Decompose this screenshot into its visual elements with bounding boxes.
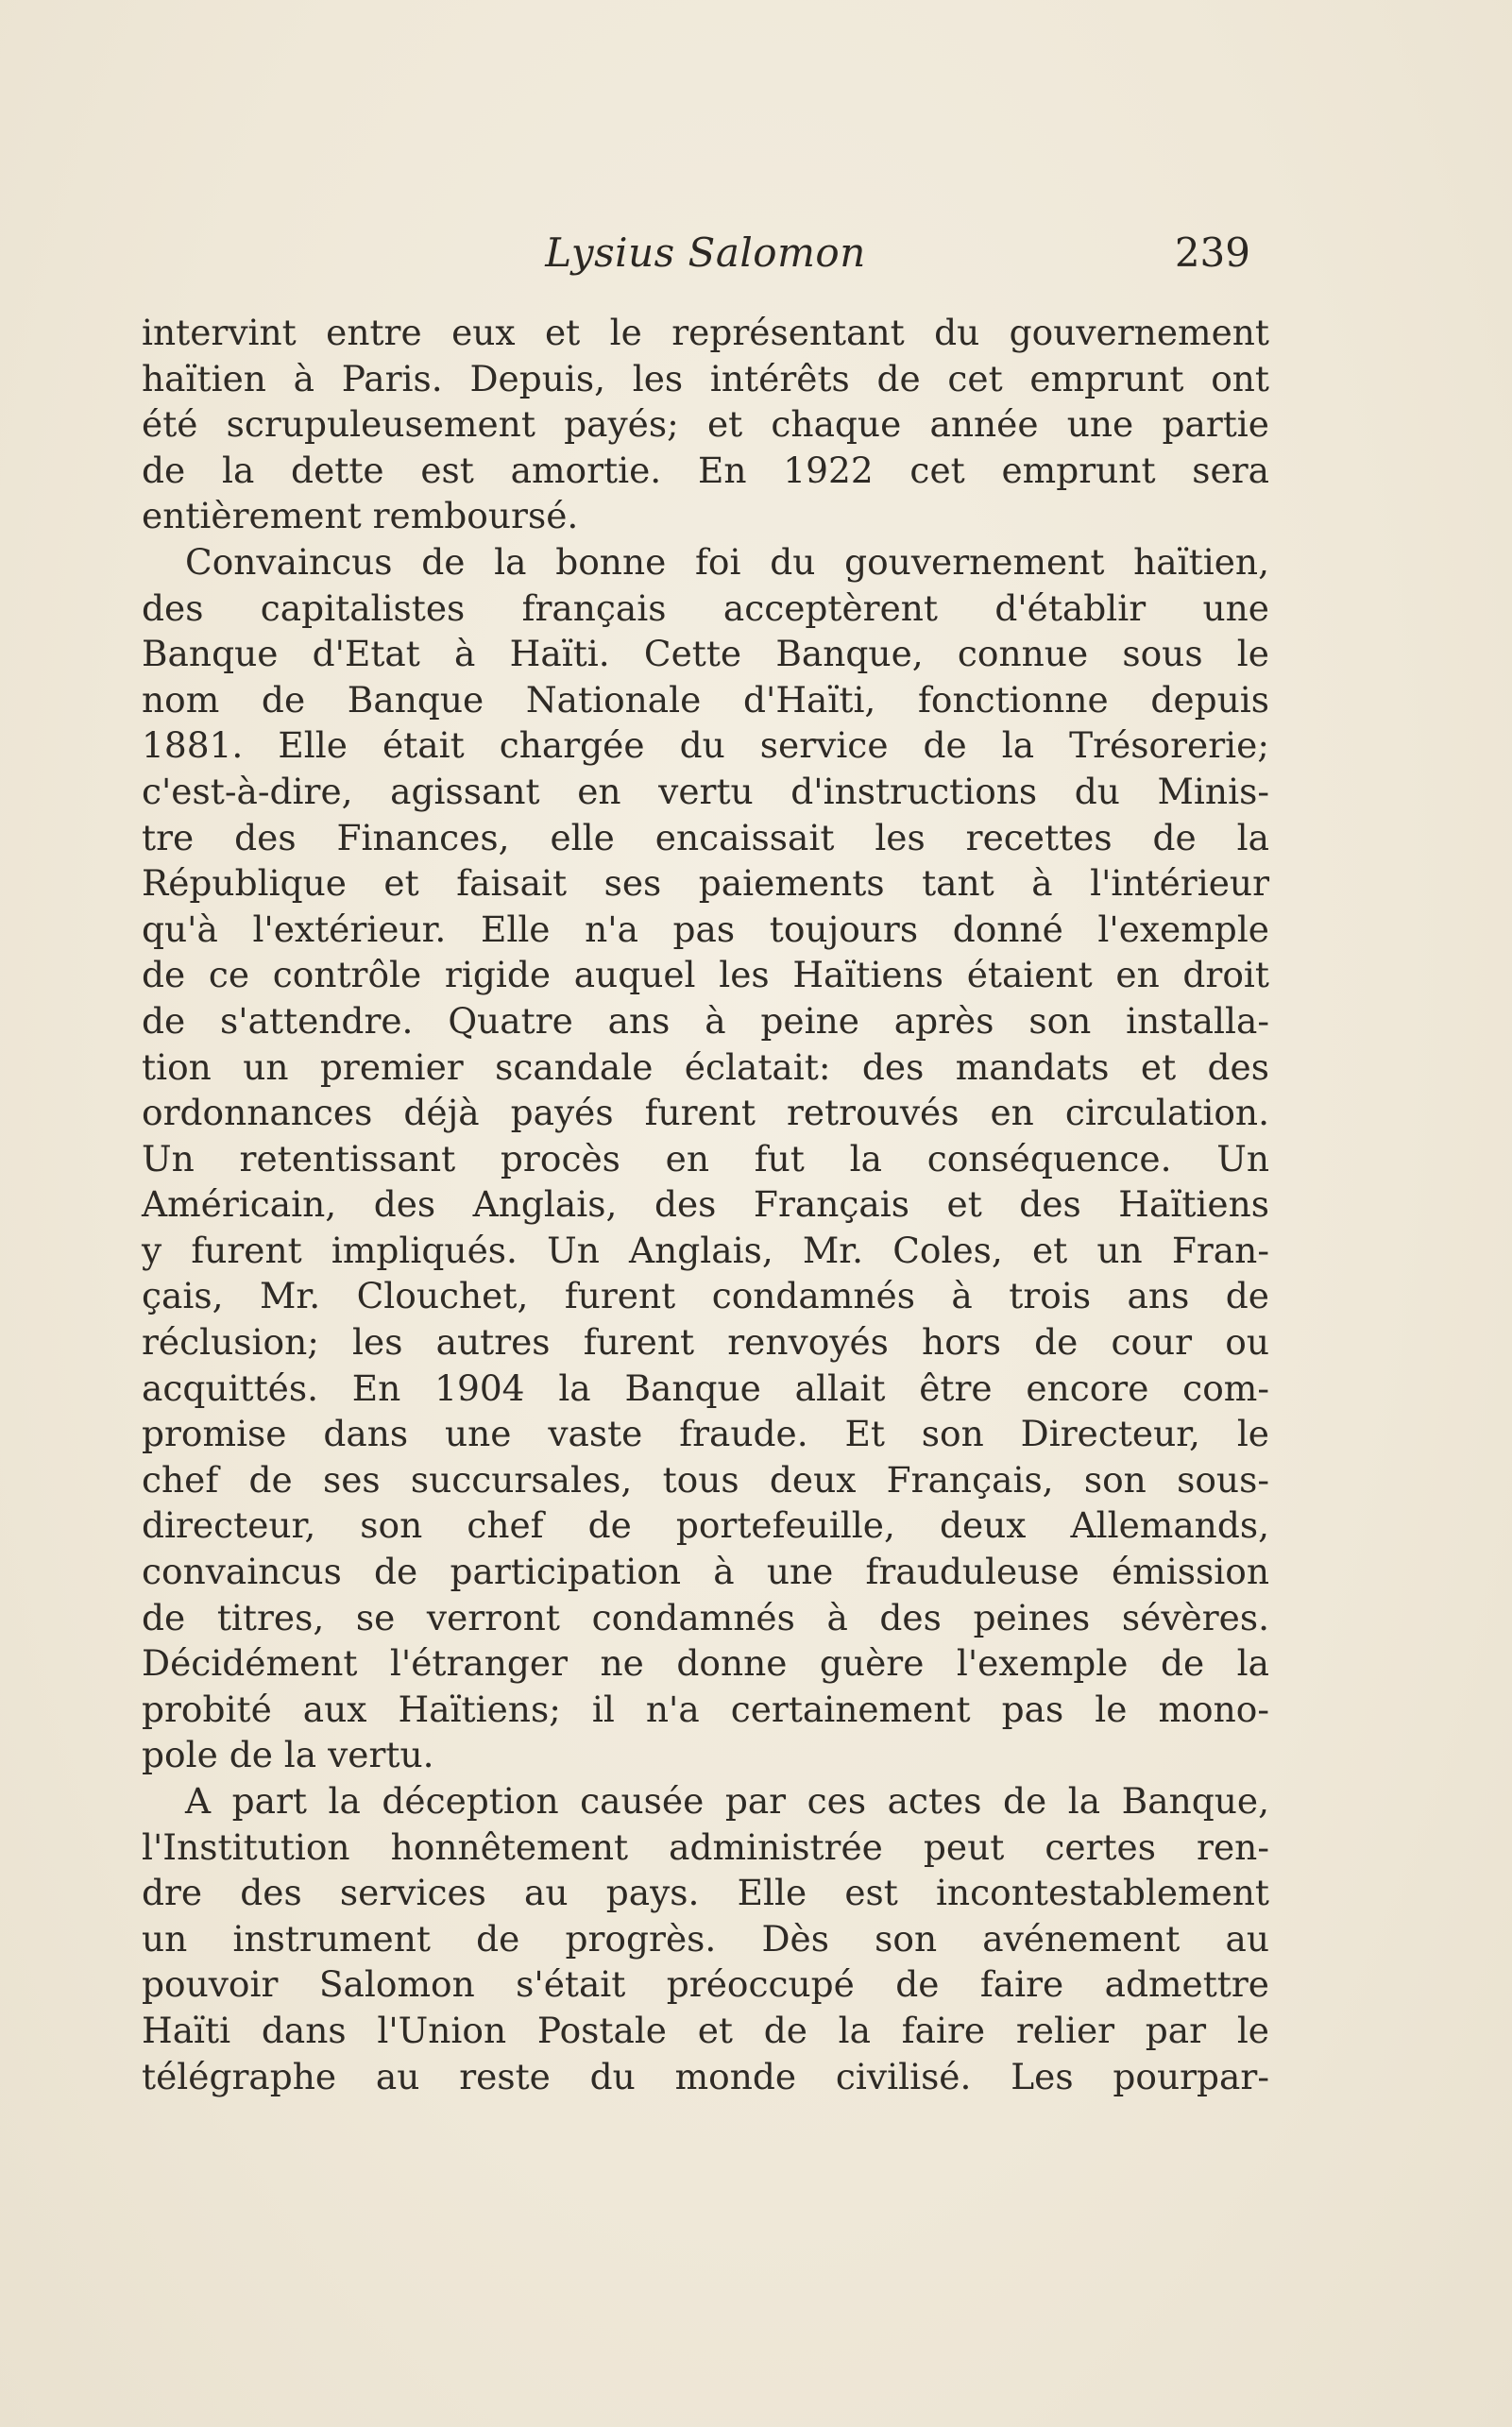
- running-title: Lysius Salomon: [545, 229, 866, 276]
- text-line: c'est-à-dire, agissant en vertu d'instructions du Minis-: [142, 770, 1269, 812]
- text-line: de la dette est amortie. En 1922 cet emprunt sera: [142, 449, 1269, 491]
- text-line: A part la déception causée par ces actes de la Banque,: [185, 1780, 1269, 1822]
- text-line: qu'à l'extérieur. Elle n'a pas toujours donné l'exemple: [142, 908, 1269, 950]
- text-line: intervint entre eux et le représentant du gouvernement: [142, 312, 1269, 353]
- text-line: de s'attendre. Quatre ans à peine après son installa-: [142, 999, 1269, 1042]
- text-line: probité aux Haïtiens; il n'a certainement pas le mono-: [142, 1688, 1269, 1730]
- text-line: haïtien à Paris. Depuis, les intérêts de cet emprunt ont: [142, 357, 1269, 399]
- text-line: acquittés. En 1904 la Banque allait être encore com-: [142, 1366, 1269, 1409]
- text-line: de ce contrôle rigide auquel les Haïtiens étaient en droit: [142, 954, 1269, 996]
- text-line: dre des services au pays. Elle est incontestablement: [142, 1872, 1269, 1914]
- text-line: réclusion; les autres furent renvoyés hors de cour ou: [142, 1321, 1269, 1364]
- text-line: pouvoir Salomon s'était préoccupé de faire admettre: [142, 1963, 1269, 2006]
- text-line: chef de ses succursales, tous deux Français, son sous-: [142, 1458, 1269, 1501]
- text-line: Convaincus de la bonne foi du gouvernement haïtien,: [185, 540, 1269, 583]
- text-line: un instrument de progrès. Dès son avénement au: [142, 1917, 1269, 1960]
- text-line: Banque d'Etat à Haïti. Cette Banque, connue sous le: [142, 633, 1269, 675]
- text-line: tre des Finances, elle encaissait les recettes de la: [142, 816, 1269, 858]
- text-line: été scrupuleusement payés; et chaque année une partie: [142, 403, 1269, 446]
- text-line: Américain, des Anglais, des Français et des Haïtiens: [142, 1183, 1269, 1226]
- text-line: Décidément l'étranger ne donne guère l'exemple de la: [142, 1642, 1269, 1685]
- text-line: tion un premier scandale éclatait: des mandats et des: [142, 1045, 1269, 1088]
- text-line: promise dans une vaste fraude. Et son Directeur, le: [142, 1413, 1269, 1455]
- text-line: y furent impliqués. Un Anglais, Mr. Coles, et un Fran-: [142, 1229, 1269, 1271]
- text-line: République et faisait ses paiements tant à l'intérieur: [142, 862, 1269, 905]
- text-line: convaincus de participation à une frauduleuse émission: [142, 1551, 1269, 1593]
- text-line: Un retentissant procès en fut la conséquence. Un: [142, 1137, 1269, 1180]
- text-line: çais, Mr. Clouchet, furent condamnés à trois ans de: [142, 1275, 1269, 1317]
- paragraph-2: [142, 539, 1269, 1778]
- paragraph-3: [142, 1778, 1269, 2099]
- text-line: entièrement remboursé.: [142, 495, 579, 537]
- text-line: de titres, se verront condamnés à des peines sévères.: [142, 1596, 1269, 1638]
- text-line: nom de Banque Nationale d'Haïti, fonctionne depuis: [142, 678, 1269, 721]
- paragraph-1: [142, 310, 1269, 539]
- text-line: ordonnances déjà payés furent retrouvés en circulation.: [142, 1092, 1269, 1134]
- running-head: [142, 225, 1269, 281]
- text-line: Haïti dans l'Union Postale et de la faire relier par le: [142, 2009, 1269, 2051]
- text-line: pole de la vertu.: [142, 1734, 434, 1776]
- text-line: directeur, son chef de portefeuille, deux Allemands,: [142, 1504, 1269, 1547]
- text-line: des capitalistes français acceptèrent d'établir une: [142, 586, 1269, 629]
- page-number: 239: [1174, 229, 1250, 276]
- text-line: 1881. Elle était chargée du service de la Trésorerie;: [142, 724, 1269, 767]
- text-line: l'Institution honnêtement administrée peut certes ren-: [142, 1825, 1269, 1868]
- text-line: télégraphe au reste du monde civilisé. Les pourpar-: [142, 2055, 1269, 2097]
- body-text: [142, 310, 1269, 2099]
